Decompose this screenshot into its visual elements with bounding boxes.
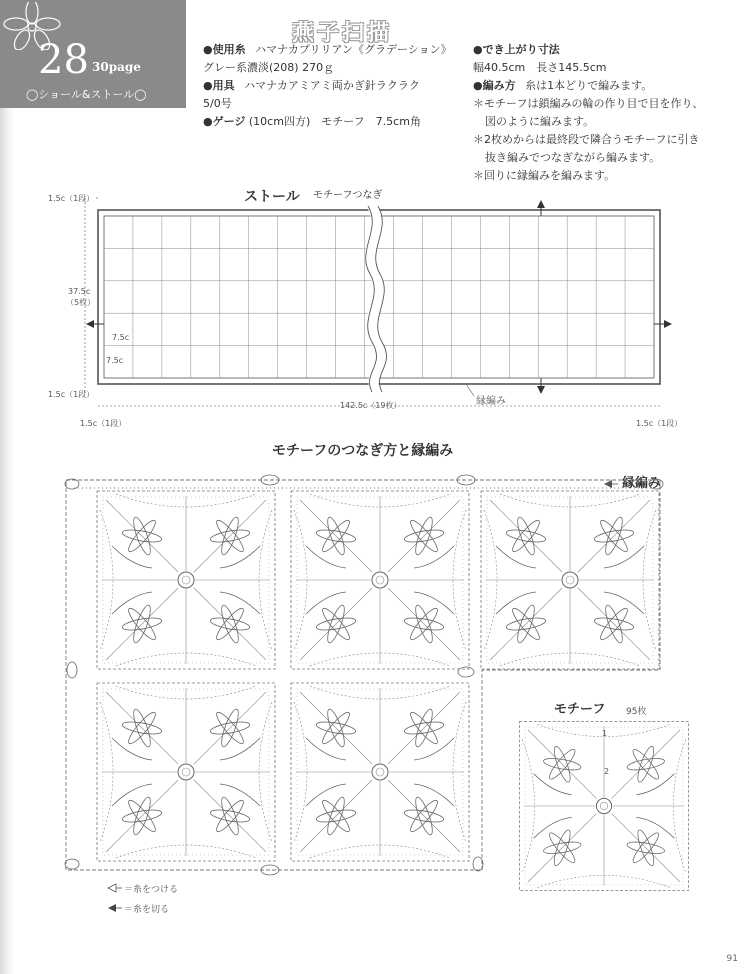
method-step: 抜き編みでつなぎながら編みます。 (485, 151, 661, 164)
yarn-value: ハマナカプリリアン《グラデーション》 (255, 43, 452, 56)
dim-right-edge: 1.5c（1段） (636, 419, 683, 428)
legend-cut-label: ＝糸を切る (124, 905, 170, 915)
dim-height: 37.5c (68, 287, 91, 296)
single-motif-chart (519, 721, 688, 890)
dim-left-edge: 1.5c（1段） (80, 419, 127, 428)
category-label: ◯ショール&ストール◯ (26, 88, 147, 101)
tools-value: ハマナカアミアミ両かぎ針ラクラク (244, 79, 420, 92)
yarn-label: ●使用糸 (203, 43, 246, 56)
stole-subtitle: モチーフつなぎ (313, 190, 383, 201)
border-picots (65, 475, 663, 875)
motif-chart (291, 491, 469, 669)
round-number-2: 2 (604, 767, 610, 776)
method-step: ＊2枚めからは最終段で隣合うモチーフに引き (473, 133, 700, 146)
yarn-color: グレー系濃淡(208) 270ｇ (203, 61, 335, 74)
legend-attach-label: ＝糸をつける (124, 885, 179, 895)
tools-size: 5/0号 (203, 97, 232, 110)
dim-height-count: （5枚） (66, 298, 96, 307)
method-step: 図のように編みます。 (485, 115, 595, 128)
method-step: ＊モチーフは鎖編みの輪の作り目で目を作り、 (473, 97, 704, 110)
tools-label: ●用具 (203, 79, 235, 92)
method-label: ●編み方 (473, 79, 516, 92)
dim-top-edge: 1.5c（1段） (48, 194, 95, 203)
chart-border-label: 縁編み (622, 476, 662, 491)
motif-count: 95枚 (626, 707, 647, 717)
border-edging-outline (66, 480, 660, 870)
motif-chart (291, 683, 469, 861)
page-number: 91 (726, 954, 738, 964)
border-leader-line (466, 384, 474, 396)
arrow-right-icon (664, 320, 672, 328)
legend-attach-icon (108, 884, 122, 892)
method-value: 糸は1本どりで編みます。 (525, 79, 653, 92)
stole-title: ストール (244, 189, 300, 205)
round-number-1: 1 (602, 729, 608, 738)
dim-motif-width: 7.5c (112, 333, 130, 342)
stole-border-label: 縁編み (476, 396, 506, 407)
dim-bottom-edge: 1.5c（1段） (48, 390, 95, 399)
page-reference: 30page (92, 60, 141, 74)
dim-motif-height: 7.5c (106, 356, 124, 365)
arrow-down-icon (537, 386, 545, 394)
method-step: ＊回りに縁編みを編みます。 (473, 169, 616, 182)
stole-schematic (0, 0, 750, 440)
scan-watermark: 燕子扫描 (292, 21, 393, 46)
gauge-label: ●ゲージ (203, 115, 246, 128)
size-label: ●でき上がり寸法 (473, 43, 560, 56)
chart-title: モチーフのつなぎ方と縁編み (272, 443, 454, 459)
motif-chart (97, 683, 275, 861)
motif-chart (481, 491, 659, 669)
gauge-value: (10cm四方) モチーフ 7.5cm角 (248, 115, 421, 128)
legend-cut-icon (108, 904, 122, 912)
arrow-up-icon (537, 200, 545, 208)
pattern-number: 28 (38, 37, 89, 83)
size-value: 幅40.5cm 長さ145.5cm (473, 61, 607, 74)
motif-chart (97, 491, 275, 669)
crochet-chart (0, 440, 750, 920)
dim-length: 142.5c（19枚） (340, 401, 402, 410)
arrow-left-icon (86, 320, 94, 328)
motif-label: モチーフ (554, 702, 606, 717)
border-start-arrow-icon (604, 480, 612, 488)
